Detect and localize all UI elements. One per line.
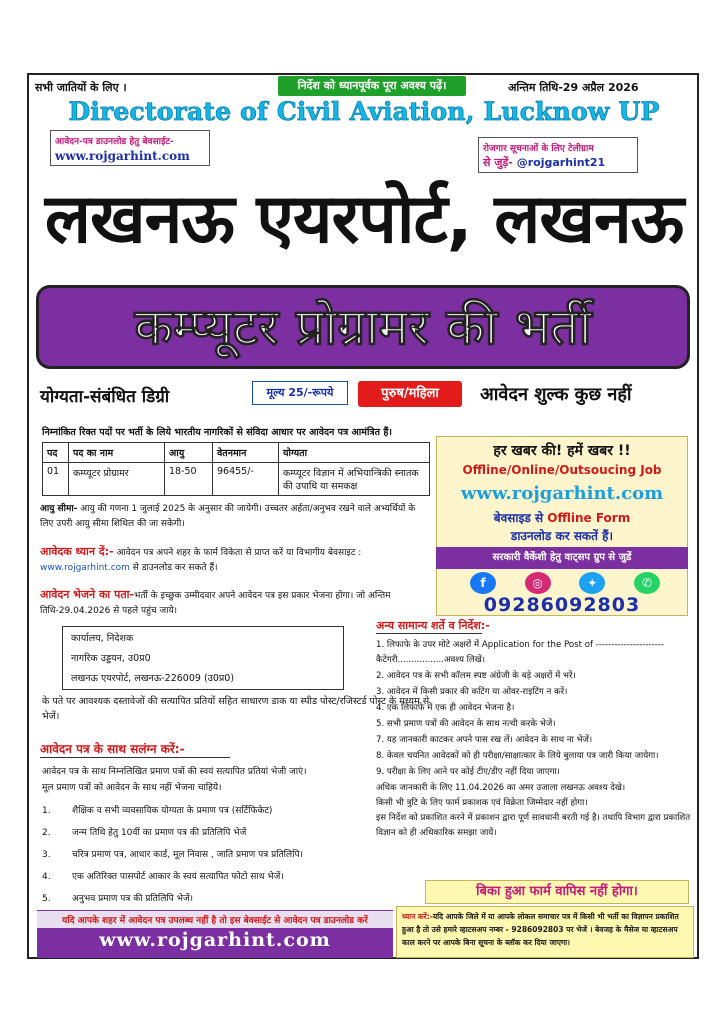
list-item: 3. आवेदन में किसी प्रकार की कटिंग या ओवर-राइटिंग न करें। bbox=[376, 687, 568, 697]
terms-extra: किसी भी त्रुटि के लिए फार्म प्रकाशक एवं विक्रेता जिम्मेदार नहीं होगा। bbox=[376, 798, 588, 808]
footer-download-note: यदि आपके शहर में आवेदन पत्र उपलब्ध नहीं है तो इस बेवसाईट से आवेदन पत्र डाउनलोड करें bbox=[37, 911, 393, 928]
list-item: 2. जन्म तिथि हेतु 10वीं का प्रमाण पत्र की प्रतिलिपि भेजें bbox=[42, 828, 247, 838]
whatsapp-icon[interactable]: ✆ bbox=[634, 572, 660, 594]
list-item: 7. यह जानकारी काटकर अपने पास रख लें। आवेदन के साथ ना भेजें। bbox=[376, 735, 593, 745]
instagram-icon[interactable]: ◎ bbox=[525, 572, 551, 594]
attachments-title: आवेदन पत्र के साथ सलंग्न करें:- bbox=[40, 742, 185, 756]
headline: लखनऊ एयरपोर्ट, लखनऊ bbox=[44, 180, 684, 259]
age-limit-note bbox=[40, 502, 430, 532]
promo-job-types: Offline/Online/Outsoucing Job bbox=[462, 463, 662, 477]
table-cell: कम्प्यूटर प्रोग्रामर bbox=[69, 463, 165, 496]
fee-label: आवेदन शुल्क कुछ नहीं bbox=[480, 384, 632, 405]
address-line: कार्यालय, निदेशक bbox=[71, 633, 134, 644]
gender-badge: पुरुष/महिला bbox=[358, 381, 462, 407]
table-header-row bbox=[43, 443, 430, 463]
table-header: वेतनमान bbox=[213, 443, 279, 463]
posts-table bbox=[42, 442, 430, 496]
age-limit-title: आयु सीमा- bbox=[40, 504, 78, 514]
qualification-label: योग्यता-संबंधित डिग्री bbox=[40, 387, 170, 407]
download-label: आवेदन-पत्र डाउनलोड हेतु बेवसाईट- bbox=[55, 137, 174, 147]
promo-download-text: डाउनलोड कर सकतें हैं। bbox=[510, 529, 614, 543]
table-cell: 18-50 bbox=[165, 463, 213, 496]
phone-number[interactable]: 09286092803 bbox=[483, 594, 641, 616]
address-line: नागरिक उड्डयन, उ0प्र0 bbox=[71, 653, 151, 664]
social-icons bbox=[470, 572, 660, 594]
address-instruction: के पते पर आवश्यक दस्तावेजों की सत्यापित प्रतियों सहित साधारण डाक या स्पीड पोस्ट/रजिस्टर्ड पोस्ट के मध्यम से भेजें। bbox=[42, 696, 430, 722]
promo-offline-form: बेवसाइड से Offline Form bbox=[493, 511, 631, 525]
facebook-icon[interactable]: f bbox=[470, 572, 496, 594]
attention-note bbox=[40, 544, 430, 576]
age-limit-text: आयु की गणना 1 जुलाई 2025 के अनुसार की जायेगी। उच्चतर अर्हता/अनुभव रखने वाले अभ्यर्थियों के लिए उपरी आयु सीमा शिथिल की जा सकेगी। bbox=[40, 504, 416, 529]
list-item: 9. परीक्षा के लिए आने पर कोई टीए/डीए नहीं दिया जाएगा। bbox=[376, 767, 560, 777]
organization-title: Directorate of Civil Aviation, Lucknow UP bbox=[68, 97, 660, 126]
terms-underline bbox=[376, 633, 482, 634]
no-return-notice: बिका हुआ फार्म वापिस नहीं होगा। bbox=[425, 880, 689, 904]
address-text: भर्ती के इच्छुक उम्मीदवार अपने आवेदन पत्र इस प्रकार भेजना होगा। जो अन्तिम तिथि-29.04.2026 से पहले पहुंच जाये। bbox=[40, 591, 391, 616]
telegram-prefix: से जुड़ें- bbox=[483, 156, 513, 169]
caste-note: सभी जातियों के लिए । bbox=[35, 81, 127, 94]
footer-site-link[interactable]: www.rojgarhint.com bbox=[99, 929, 331, 951]
promo-tagline: हर खबर की! हमें खबर !! bbox=[493, 443, 631, 459]
list-item: 8. केवल चयनित आवेदकों को ही परीक्षा/साक्षात्कार के लिये बुलाया पत्र जारी किया जायेगा। bbox=[376, 751, 659, 761]
terms-list bbox=[376, 638, 692, 841]
price-badge: मूल्य 25/-रूपये bbox=[252, 381, 348, 405]
instruction-badge: निर्देश को ध्यानपूर्वक पूरा अवश्य पढ़ें। bbox=[278, 76, 466, 96]
footer-notice-title: ध्यान करें:- bbox=[402, 912, 433, 921]
address-note bbox=[40, 587, 430, 619]
footer-notice-text: यदि आपके जिले में या आपके लोकल समाचार पत्र में किसी भी भर्ती का विज्ञापन प्रकाशित हुआ है तो उसे हमारे व्हाटसअप नम्बर - 9286092803 पर भेजें । बेवजह के मैसेज या व्हाटसअप काल करने पर आपके बिना सूचना के ब्लॉक कर दिया जाएगा। bbox=[402, 912, 679, 947]
attachments-intro-line: आवेदन पत्र के साथ निम्नलिखित प्रमाण पत्रों की स्वयं सत्यापित प्रतियां भेजी जाएं। bbox=[42, 767, 307, 777]
twitter-icon[interactable]: ✦ bbox=[579, 572, 605, 594]
address-box bbox=[62, 626, 344, 690]
terms-extra: अधिक जानकारी के लिए 11.04.2026 का अमर उजाला लखनऊ अवश्य देखे। bbox=[376, 783, 626, 793]
list-item: 2. आवेदन पत्र के सभी कॉलम स्पष्ट अंग्रेजी के बड़े अक्षरों में भरें। bbox=[376, 671, 576, 681]
download-site-link[interactable]: www.rojgarhint.com bbox=[55, 149, 190, 163]
attention-text-2: से डाउनलोड कर सकते हैं। bbox=[129, 563, 218, 573]
table-header: योग्यता bbox=[279, 443, 430, 463]
promo-site-link[interactable]: www.rojgarhint.com bbox=[460, 483, 664, 504]
attachments-underline bbox=[40, 757, 230, 758]
list-item: 5. सभी प्रमाण पत्रों की आवेदन के साथ नत्थी करके भेजें। bbox=[376, 719, 556, 729]
address-title: आवेदन भेजने का पता- bbox=[40, 588, 135, 601]
attachments-intro-line: मूल प्रमाण पत्रों को आवेदन के साथ नहीं भेजना चाहिये। bbox=[42, 783, 222, 793]
attachments-intro bbox=[42, 764, 422, 796]
terms-title: अन्य सामान्य शर्ते व निर्देश:- bbox=[376, 619, 490, 632]
table-header: आयु bbox=[165, 443, 213, 463]
table-cell: कम्प्यूटर विज्ञान में अभियान्त्रिकी स्नातक की उपाधि या समकक्ष bbox=[279, 463, 430, 496]
attention-text-1: आवेदन पत्र अपने शहर के फार्म विकेता से प्राप्त करें या विभागीय बेवसाइट : bbox=[113, 548, 362, 558]
telegram-handle-link[interactable]: @rojgarhint21 bbox=[516, 156, 606, 169]
recruitment-banner bbox=[36, 285, 690, 369]
download-box bbox=[50, 130, 210, 166]
table-row bbox=[43, 463, 430, 496]
telegram-box bbox=[478, 137, 638, 173]
list-item: 1. शैक्षिक व सभी व्यवसायिक योग्यता के प्रमाण पत्र (सर्टिफिकेट) bbox=[42, 806, 273, 816]
attention-title: आवेदक ध्यान दें:- bbox=[40, 545, 114, 558]
table-cell: 96455/- bbox=[213, 463, 279, 496]
whatsapp-group-strip[interactable]: सरकारी वैकेंशी हेतु वाट्सप ग्रुप से जुडें bbox=[436, 547, 688, 569]
banner-title: कम्प्यूटर प्रोग्रामर की भर्ती bbox=[134, 298, 592, 356]
table-header: पद का नाम bbox=[69, 443, 165, 463]
last-date: अन्तिम तिथि-29 अप्रैल 2026 bbox=[508, 81, 639, 94]
attention-site-link[interactable]: www.rojgarhint.com bbox=[40, 563, 130, 573]
list-item: 3. चरित्र प्रमाण पत्र, आधार कार्ड, मूल निवास , जाति प्रमाण पत्र प्रतिलिपि। bbox=[42, 850, 303, 860]
table-cell: 01 bbox=[43, 463, 69, 496]
list-item: 4. एक लिफाफे में एक ही आवेदन भेजना है। bbox=[376, 703, 515, 713]
footer-notice bbox=[396, 906, 694, 958]
list-item: 1. लिफाफे के उपर मोटे अक्षरों में Application for the Post of ---------------------- कैटेगरी.................अवश्य लिखें। bbox=[376, 640, 664, 665]
intro-text: निम्नांकित रिक्त पदों पर भर्ती के लिये भारतीय नागरिकों से संविदा आधार पर आवेदन पत्र आमंत्रित हैं। bbox=[42, 427, 393, 438]
terms-extra: इस निर्देश को प्रकाशित करने में प्रकाशन द्वारा पूर्ण सावधानी बरती गई है। तथापि विभाग द्वारा प्रकाशित विज्ञान को ही अधिकारिक समझा जायें। bbox=[376, 813, 691, 838]
list-item: 5. अनुभव प्रमाण पत्र की प्रतिलिपि भेजें। bbox=[42, 894, 194, 904]
address-line: लखनऊ एयरपोर्ट, लखनऊ-226009 (उ0प्र0) bbox=[71, 673, 235, 684]
table-header: पद bbox=[43, 443, 69, 463]
list-item: 4. एक अतिरिक्त पासपोर्ट आकार के स्वयं सत्यापित फोटो साथ भेजें। bbox=[42, 872, 284, 882]
telegram-label: रोजगार सूचनाओं के लिए टेलीग्राम bbox=[483, 144, 594, 154]
